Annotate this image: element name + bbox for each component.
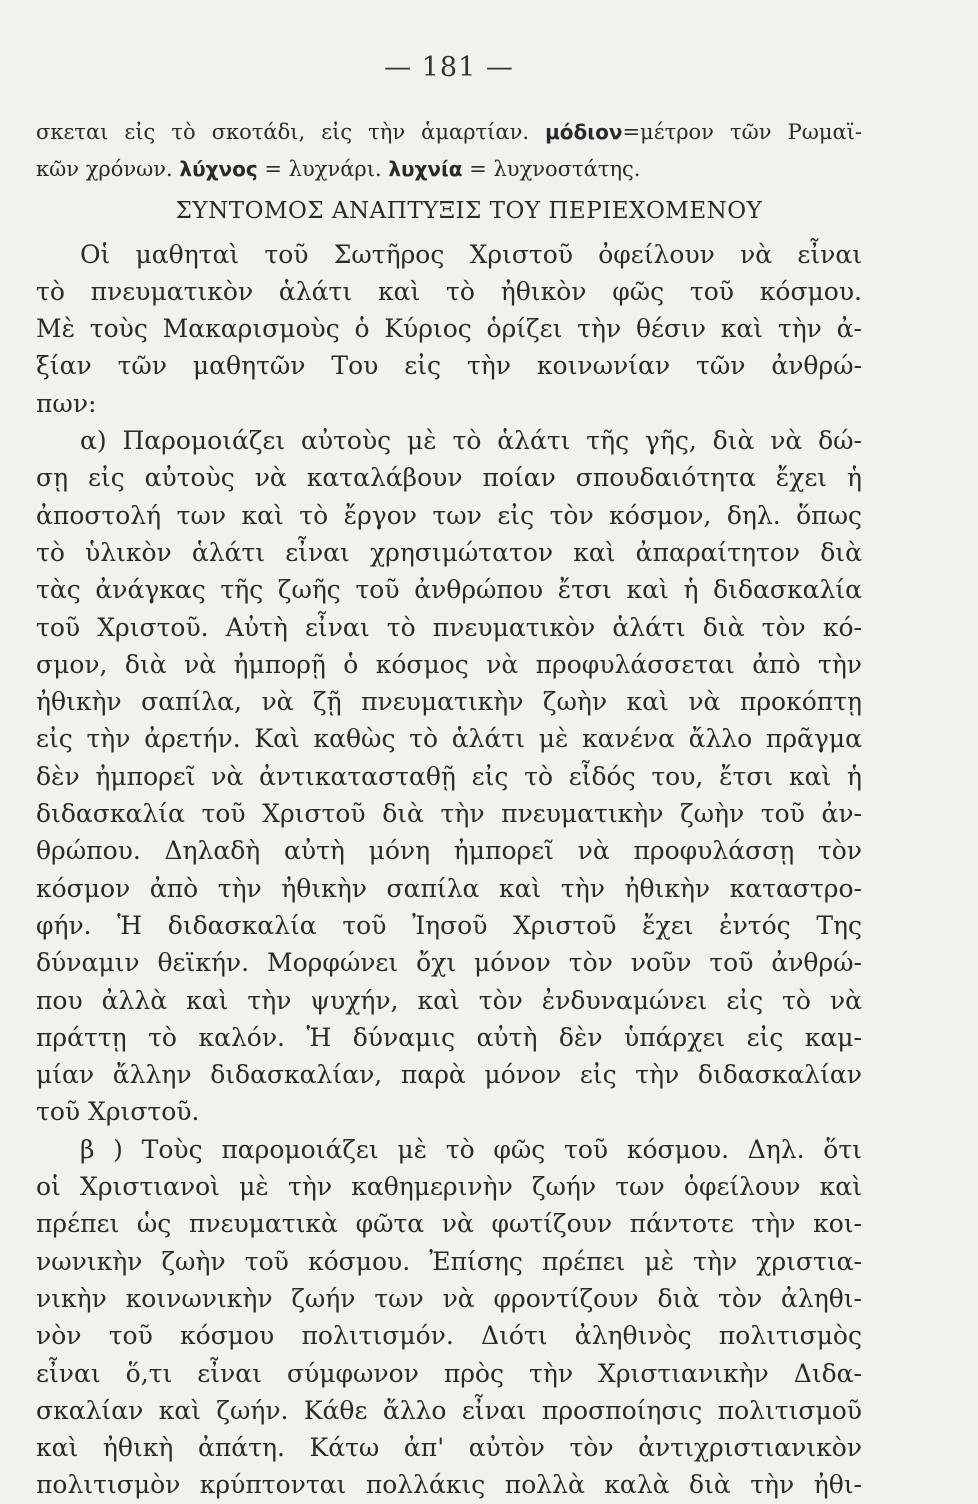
intro-text: σκεται εἰς τὸ σκοτάδι, εἰς τὴν ἁμαρτίαν. (36, 120, 546, 144)
body-text (36, 114, 862, 1504)
text-line: νὸν τοῦ κόσμου πολιτισμόν. Διότι ἀληθινὸς πολιτισμὸς (36, 1321, 862, 1351)
glossary-term: μόδιον (545, 120, 623, 144)
text-line: πολιτισμὸν κρύπτονται πολλάκις πολλὰ καλὰ διὰ τὴν ἠθι- (36, 1470, 862, 1500)
text-line: α) Παρομοιάζει αὐτοὺς μὲ τὸ ἁλάτι τῆς γῆς, διὰ νὰ δώ- (80, 426, 862, 456)
text-line: τὸ ὑλικὸν ἁλάτι εἶναι χρησιμώτατον καὶ ἀπαραίτητον διὰ (36, 537, 862, 567)
text-line: Οἱ μαθηταὶ τοῦ Σωτῆρος Χριστοῦ ὀφείλουν νὰ εἶναι (80, 239, 862, 269)
text-line: εἰς τὴν ἀρετήν. Καὶ καθὼς τὸ ἁλάτι μὲ κανένα ἄλλο πρᾶγμα (36, 724, 862, 754)
text-line: δὲν ἠμπορεῖ νὰ ἀντικατασταθῇ εἰς τὸ εἶδός του, ἔτσι καὶ ἡ (36, 761, 862, 791)
glossary-term: λύχνος (179, 157, 258, 182)
text-line: τὰς ἀνάγκας τῆς ζωῆς τοῦ ἀνθρώπου ἔτσι καὶ ἡ διδασκαλία (36, 575, 862, 605)
text-line: πων: (36, 388, 97, 418)
intro-text: κῶν χρόνων. (36, 157, 180, 182)
text-line: δύναμιν θεϊκήν. Μορφώνει ὄχι μόνον τὸν νοῦν τοῦ ἀνθρώ- (36, 948, 862, 978)
text-line: Μὲ τοὺς Μακαρισμοὺς ὁ Κύριος ὁρίζει τὴν θέσιν καὶ τὴν ἀ- (36, 314, 862, 344)
text-line: ξίαν τῶν μαθητῶν Του εἰς τὴν κοινωνίαν τῶν ἀνθρώ- (36, 351, 862, 381)
text-line: νικὴν κοινωνικὴν ζωήν των νὰ φροντίζουν διὰ τὸν ἀληθι- (36, 1283, 862, 1313)
text-line: διδασκαλία τοῦ Χριστοῦ διὰ τὴν πνευματικὴν ζωὴν τοῦ ἀν- (36, 799, 862, 829)
text-line: εἶναι ὅ,τι εἶναι σύμφωνον πρὸς τὴν Χριστιανικὴν Διδα- (36, 1358, 862, 1388)
text-line: θρώπου. Δηλαδὴ αὐτὴ μόνη ἠμπορεῖ νὰ προφυλάσσῃ τὸν (36, 836, 862, 866)
text-line: μίαν ἄλλην διδασκαλίαν, παρὰ μόνον εἰς τὴν διδασκαλίαν (36, 1060, 862, 1090)
text-line: φήν. Ἡ διδασκαλία τοῦ Ἰησοῦ Χριστοῦ ἔχει ἐντός Της (36, 910, 862, 940)
text-line: καὶ ἠθικὴ ἀπάτη. Κάτω ἀπ' αὐτὸν τὸν ἀντιχριστιανικὸν (36, 1433, 862, 1463)
text-line: β ) Τοὺς παρομοιάζει μὲ τὸ φῶς τοῦ κόσμου. Δηλ. ὅτι (80, 1134, 862, 1164)
text-line: κόσμον ἀπὸ τὴν ἠθικὴν σαπίλα καὶ τὴν ἠθικὴν καταστρο- (36, 873, 862, 903)
text-line: σμον, διὰ νὰ ἠμπορῇ ὁ κόσμος νὰ προφυλάσσεται ἀπὸ τὴν (36, 649, 862, 679)
text-line: σκαλίαν καὶ ζωήν. Κάθε ἄλλο εἶναι προσποίησις πολιτισμοῦ (36, 1395, 862, 1425)
text-line: ἀποστολή των καὶ τὸ ἔργον των εἰς τὸν κόσμον, δηλ. ὅπως (36, 500, 862, 530)
text-line: σῃ εἰς αὐτοὺς νὰ καταλάβουν ποίαν σπουδαιότητα ἔχει ἡ (36, 463, 862, 493)
intro-text: = λυχνοστάτης. (462, 157, 641, 182)
section-heading: ΣΥΝΤΟΜΟΣ ΑΝΑΠΤΥΞΙΣ ΤΟΥ ΠΕΡΙΕΧΟΜΕΝΟΥ (175, 197, 763, 224)
intro-line-1 (36, 114, 862, 151)
text-line: οἱ Χριστιανοὶ μὲ τὴν καθημερινὴν ζωήν των ὀφείλουν καὶ (36, 1172, 862, 1202)
glossary-term: λυχνία (388, 157, 463, 182)
text-line: τὸ πνευματικὸν ἁλάτι καὶ τὸ ἠθικὸν φῶς τοῦ κόσμου. (36, 276, 862, 306)
text-line: πρέπει ὡς πνευματικὰ φῶτα νὰ φωτίζουν πάντοτε τὴν κοι- (36, 1209, 862, 1239)
intro-text: =μέτρον τῶν Ρωμαϊ- (622, 120, 862, 144)
text-line: τοῦ Χριστοῦ. (36, 1097, 200, 1127)
text-line: ἠθικὴν σαπίλα, νὰ ζῇ πνευματικὴν ζωὴν καὶ νὰ προκόπτῃ (36, 687, 862, 717)
text-line: τοῦ Χριστοῦ. Αὐτὴ εἶναι τὸ πνευματικὸν ἁλάτι διὰ τὸν κό- (36, 612, 862, 642)
intro-line-2 (36, 151, 862, 188)
page-number: — 181 — (384, 52, 514, 83)
text-line: που ἀλλὰ καὶ τὴν ψυχήν, καὶ τὸν ἐνδυναμώνει εἰς τὸ νὰ (36, 985, 862, 1015)
text-line: νωνικὴν ζωὴν τοῦ κόσμου. Ἐπίσης πρέπει μὲ τὴν χριστια- (36, 1246, 862, 1276)
intro-text: = λυχνάρι. (257, 157, 389, 182)
text-line: πράττῃ τὸ καλόν. Ἡ δύναμις αὐτὴ δὲν ὑπάρχει εἰς καμ- (36, 1022, 862, 1052)
